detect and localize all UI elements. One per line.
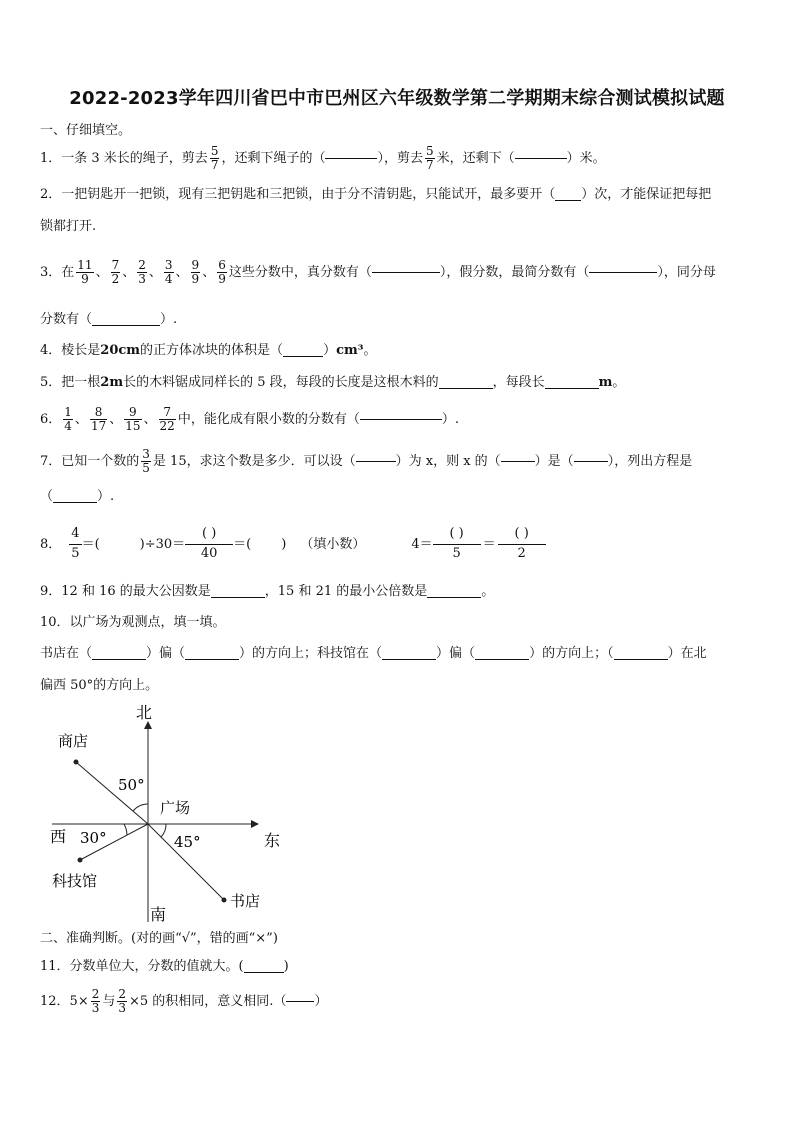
q4-text-a: 4．棱长是 (40, 343, 101, 358)
q10-answer-blank-3[interactable] (382, 659, 436, 660)
label-west: 西 (50, 827, 67, 846)
q12-text-b: 与 (102, 993, 116, 1009)
q6-separator: 、 (143, 411, 157, 427)
q8-numerator-slot-3[interactable]: ( ) (498, 527, 546, 544)
museum-point (78, 858, 83, 863)
q1-text-b: ，还剩下绳子的（ (221, 150, 326, 166)
q9-text-a: 9．12 和 16 的最大公因数是 (40, 584, 211, 599)
q3-answer-blank-2[interactable] (589, 272, 657, 273)
q3-separator: 、 (175, 264, 189, 280)
q10-line1 (40, 647, 707, 660)
compass-diagram (40, 700, 310, 930)
q3-fraction-3: $\frac{2}{3}$ (138, 257, 146, 286)
q8-fraction-over-2: ( ) 2 (498, 527, 546, 561)
q5-text-a: 5．把一根 (40, 375, 101, 390)
q10-answer-blank-4[interactable] (475, 659, 529, 660)
q8-numerator-slot[interactable]: ( ) (185, 527, 233, 544)
q3-separator: 、 (202, 264, 216, 280)
q3-text-d: ），同分母 (657, 264, 716, 280)
q2-line1b: ）次，才能保证把每把 (581, 187, 712, 202)
q7-text-b: 是 15，求这个数是多少．可以设（ (152, 453, 356, 469)
q10-line2: 偏西 50°的方向上。 (40, 678, 159, 693)
q3-line2 (40, 313, 177, 326)
q6-fraction-4: $\frac{7}{22}$ (159, 404, 175, 433)
q2-answer-blank[interactable] (555, 200, 581, 201)
q3-fraction-1: $\frac{11}{9}$ (77, 257, 93, 286)
q8-note: （填小数） (300, 536, 366, 552)
q8-fraction: 4 5 (71, 526, 80, 561)
q3-text-c: ），假分数，最简分数有（ (439, 264, 590, 280)
q3-line2-b: ）. (160, 312, 178, 327)
label-north: 北 (136, 703, 153, 722)
q1-answer-blank-1[interactable] (325, 158, 377, 159)
q7-answer-blank-4[interactable] (53, 502, 97, 503)
question-3 (40, 255, 716, 289)
q4-unit: cm³ (336, 343, 364, 358)
q6-separator: 、 (109, 411, 123, 427)
q2-line1: 2．一把钥匙开一把锁，现有三把钥匙和三把锁，由于分不清钥匙，只能试开，最多要开（ (40, 187, 556, 202)
q5-answer-blank-2[interactable] (545, 388, 599, 389)
q9-text-c: 。 (481, 584, 495, 599)
question-12 (40, 984, 327, 1018)
q1-text-e: ）米。 (566, 150, 606, 166)
q1-fraction-2: $\frac{5}{7}$ (425, 143, 434, 172)
bookstore-point (222, 898, 227, 903)
q8-number: 8． (40, 536, 62, 552)
q8-fraction-over-40: ( ) 40 (185, 527, 233, 561)
q10-answer-blank-5[interactable] (614, 659, 668, 660)
question-7 (40, 444, 692, 478)
question-11 (40, 960, 289, 973)
question-8 (40, 522, 546, 566)
question-5 (40, 376, 625, 389)
q8-four: 4＝ (411, 536, 433, 552)
question-9 (40, 585, 494, 598)
q10-answer-blank-1[interactable] (92, 659, 146, 660)
q5-length: 2m (100, 375, 124, 390)
label-square: 广场 (160, 799, 191, 817)
q7-answer-blank-1[interactable] (356, 461, 396, 462)
q7-fraction: $\frac{3}{5}$ (142, 446, 150, 475)
label-east: 东 (264, 831, 281, 850)
q7-line2-b: ）. (97, 489, 115, 504)
q11-text-a: 11．分数单位大，分数的值就大。( (40, 959, 244, 974)
q8-eq3: ＝ (482, 536, 496, 552)
q7-line2-a: （ (40, 489, 54, 504)
q5-unit: m (598, 375, 613, 390)
question-6 (40, 402, 459, 436)
q6-separator: 、 (74, 411, 88, 427)
angle-arc-30 (124, 824, 127, 835)
q6-text-b: 中，能化成有限小数的分数有（ (177, 411, 360, 427)
q5-answer-blank-1[interactable] (439, 388, 493, 389)
q10-text-d: ）偏（ (436, 646, 476, 661)
q8-eq-open-2: ＝( (233, 536, 252, 552)
q3-answer-blank-1[interactable] (372, 272, 440, 273)
q7-answer-blank-3[interactable] (574, 461, 608, 462)
q3-text-b: 这些分数中，真分数有（ (228, 264, 372, 280)
q11-answer-blank[interactable] (244, 972, 284, 973)
angle-arc-45 (161, 824, 166, 837)
q3-answer-blank-3[interactable] (92, 325, 160, 326)
q7-text-c: ）为 x，则 x 的（ (395, 453, 501, 469)
q7-text-e: ），列出方程是 (607, 453, 693, 469)
q12-fraction-2: $\frac{2}{3}$ (118, 986, 127, 1015)
q3-fraction-5: $\frac{9}{9}$ (191, 257, 200, 286)
q3-text-a: 3．在 (40, 264, 75, 280)
q5-text-d: ，每段长 (492, 375, 545, 390)
q8-eq-open: ＝( (81, 536, 100, 552)
question-4 (40, 344, 376, 357)
q1-text-c: ），剪去 (377, 150, 423, 166)
q10-text-a: 书店在（ (40, 646, 93, 661)
q4-text-c: 的正方体冰块的体积是（ (140, 343, 284, 358)
section-heading-fill-in: 一、仔细填空。 (40, 123, 132, 138)
q1-text-a: 1．一条 3 米长的绳子，剪去 (40, 150, 208, 166)
q12-fraction-1: $\frac{2}{3}$ (91, 986, 100, 1015)
question-1 (40, 143, 606, 173)
q9-text-b: ，15 和 21 的最小公倍数是 (264, 584, 428, 599)
q9-answer-blank-2[interactable] (427, 597, 481, 598)
label-angle-45: 45° (174, 833, 201, 851)
q12-text-d: ） (314, 993, 328, 1009)
q6-fraction-3: $\frac{9}{15}$ (125, 404, 141, 433)
angle-arc-50 (133, 804, 148, 811)
q9-answer-blank-1[interactable] (211, 597, 265, 598)
q6-fraction-2: $\frac{8}{17}$ (90, 404, 107, 433)
q12-text-c: ×5 的积相同，意义相同.（ (129, 993, 287, 1009)
q12-answer-blank[interactable] (286, 1001, 314, 1002)
q3-separator: 、 (148, 264, 162, 280)
q4-text-d: ） (323, 343, 337, 358)
q3-separator: 、 (95, 264, 109, 280)
q3-fraction-4: $\frac{3}{4}$ (164, 257, 173, 286)
q12-text-a: 12．5× (40, 993, 89, 1009)
q10-text-f: ）在北 (667, 646, 707, 661)
shop-point (74, 760, 79, 765)
q8-numerator-slot-2[interactable]: ( ) (433, 527, 481, 544)
q10-text-c: ）的方向上；科技馆在（ (239, 646, 383, 661)
q7-text-a: 7．已知一个数的 (40, 453, 140, 469)
q10-text-b: ）偏（ (146, 646, 186, 661)
q11-text-b: ) (283, 959, 289, 974)
q1-text-d: 米，还剩下（ (436, 150, 515, 166)
label-south: 南 (150, 905, 167, 924)
section-heading-judge: 二、准确判断。(对的画“√”，错的画“×”) (40, 931, 278, 946)
q7-text-d: ）是（ (534, 453, 574, 469)
question-10: 10．以广场为观测点，填一填。 (40, 615, 226, 630)
q10-answer-blank-2[interactable] (185, 659, 239, 660)
q6-answer-blank[interactable] (360, 419, 442, 420)
q3-fraction-2: $\frac{7}{2}$ (111, 257, 120, 286)
q1-fraction-1: $\frac{5}{7}$ (210, 143, 219, 172)
q4-edge-length: 20cm (100, 343, 141, 358)
q8-fraction-over-5: ( ) 5 (433, 527, 481, 561)
q8-close: ) (281, 536, 287, 552)
label-museum: 科技馆 (52, 872, 98, 890)
q7-line2 (40, 490, 114, 503)
q5-text-f: 。 (612, 375, 626, 390)
label-bookstore: 书店 (230, 892, 261, 910)
label-angle-50: 50° (118, 776, 145, 794)
q3-line2-a: 分数有（ (40, 312, 93, 327)
q1-answer-blank-2[interactable] (515, 158, 567, 159)
label-shop: 商店 (58, 732, 89, 750)
q2-line2: 锁都打开. (40, 219, 97, 234)
page-title: 2022-2023学年四川省巴中市巴州区六年级数学第二学期期末综合测试模拟试题 (69, 88, 725, 109)
q6-text-c: ）. (441, 411, 459, 427)
q6-fraction-1: $\frac{1}{4}$ (64, 404, 72, 433)
q6-text-a: 6． (40, 411, 62, 427)
q4-answer-blank[interactable] (283, 356, 323, 357)
q5-text-c: 长的木料锯成同样长的 5 段，每段的长度是这根木料的 (123, 375, 439, 390)
label-angle-30: 30° (80, 829, 107, 847)
q4-text-f: 。 (363, 343, 377, 358)
q3-fraction-6: $\frac{6}{9}$ (218, 257, 226, 286)
q8-divide-30: )÷30＝ (139, 536, 186, 552)
q3-separator: 、 (122, 264, 136, 280)
q10-text-e: ）的方向上；（ (529, 646, 614, 661)
q7-answer-blank-2[interactable] (501, 461, 535, 462)
question-2 (40, 188, 711, 201)
